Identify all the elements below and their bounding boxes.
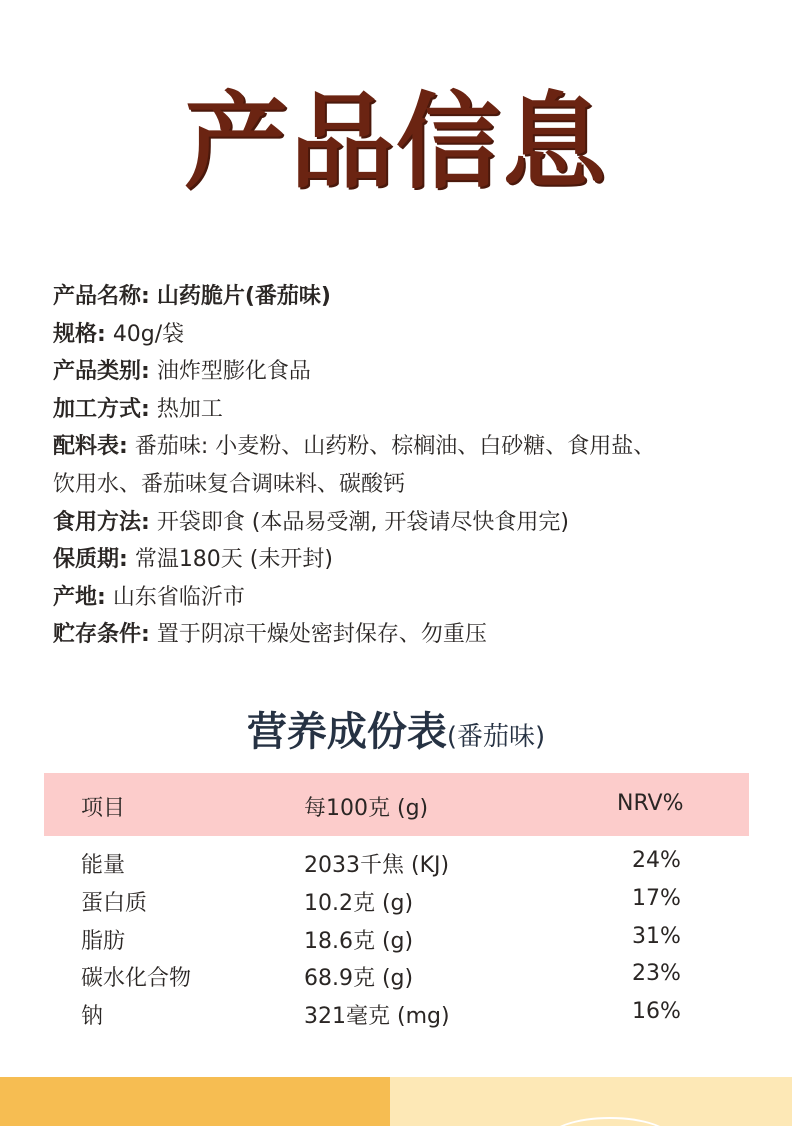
- product-info-list: [53, 278, 753, 654]
- info-line-usage: [53, 504, 753, 542]
- info-line-spec: [53, 316, 753, 354]
- row-nrv: 17%: [632, 885, 681, 911]
- info-label: 产品名称:: [53, 284, 150, 309]
- row-item: 钠: [81, 1004, 104, 1030]
- info-label: 加工方式:: [53, 396, 150, 422]
- info-line-ingredients: [53, 428, 753, 466]
- header-nrv: NRV%: [617, 791, 684, 816]
- header-per-100g: 每100克 (g): [304, 796, 429, 821]
- decorative-arc: [548, 1117, 672, 1126]
- nutrition-table-body: [44, 843, 749, 1032]
- info-label: 规格:: [53, 321, 106, 347]
- row-nrv: 23%: [632, 961, 681, 987]
- info-value: 番茄味: 小麦粉、山药粉、棕榈油、白砂糖、食用盐、: [134, 434, 656, 460]
- row-nrv: 24%: [632, 848, 681, 873]
- info-line-category: [53, 353, 753, 391]
- info-value: 饮用水、番茄味复合调味料、碳酸钙: [53, 471, 406, 497]
- info-label: 产地:: [53, 584, 106, 610]
- info-label: 食用方法:: [53, 509, 150, 535]
- row-amount: 18.6克 (g): [304, 928, 414, 954]
- row-nrv: 16%: [632, 999, 681, 1025]
- table-row: [44, 881, 749, 919]
- nutrition-table-header: [44, 773, 749, 836]
- row-item: 脂肪: [81, 928, 126, 954]
- info-label: 贮存条件:: [53, 622, 150, 648]
- info-label: 配料表:: [53, 434, 128, 460]
- table-row: [44, 843, 749, 881]
- info-line-storage: [53, 616, 753, 654]
- info-value: 常温180天 (未开封): [134, 547, 333, 573]
- info-value: 热加工: [156, 396, 223, 422]
- nutrition-title: [0, 700, 792, 757]
- info-line-process: [53, 391, 753, 429]
- bottom-banner-right: [390, 1077, 792, 1126]
- row-amount: 68.9克 (g): [304, 966, 414, 992]
- info-line-ingredients-cont: [53, 466, 753, 504]
- info-label: 保质期:: [53, 547, 128, 573]
- info-label: 产品类别:: [53, 359, 150, 385]
- header-item: 项目: [81, 796, 126, 821]
- info-value: 40g/袋: [112, 321, 185, 347]
- row-amount: 2033千焦 (KJ): [304, 853, 450, 878]
- nutrition-title-main: 营养成份表: [246, 709, 447, 755]
- info-value: 山药脆片(番茄味): [156, 284, 331, 309]
- row-nrv: 31%: [632, 923, 681, 949]
- nutrition-title-sub: (番茄味): [446, 722, 546, 752]
- row-item: 蛋白质: [81, 890, 148, 916]
- info-line-origin: [53, 579, 753, 617]
- table-row: [44, 956, 749, 994]
- table-row: [44, 919, 749, 957]
- info-line-shelf-life: [53, 541, 753, 579]
- page-title: 产品信息: [183, 80, 608, 203]
- row-item: 能量: [81, 853, 126, 878]
- table-row: [44, 994, 749, 1032]
- row-amount: 321毫克 (mg): [304, 1004, 450, 1030]
- info-value: 山东省临沂市: [112, 584, 245, 610]
- info-line-name: [53, 278, 753, 316]
- info-value: 开袋即食 (本品易受潮, 开袋请尽快食用完): [156, 509, 569, 535]
- info-value: 油炸型膨化食品: [156, 359, 311, 385]
- bottom-banner-left: [0, 1077, 390, 1126]
- info-value: 置于阴凉干燥处密封保存、勿重压: [156, 622, 487, 648]
- row-item: 碳水化合物: [81, 966, 192, 992]
- row-amount: 10.2克 (g): [304, 890, 414, 916]
